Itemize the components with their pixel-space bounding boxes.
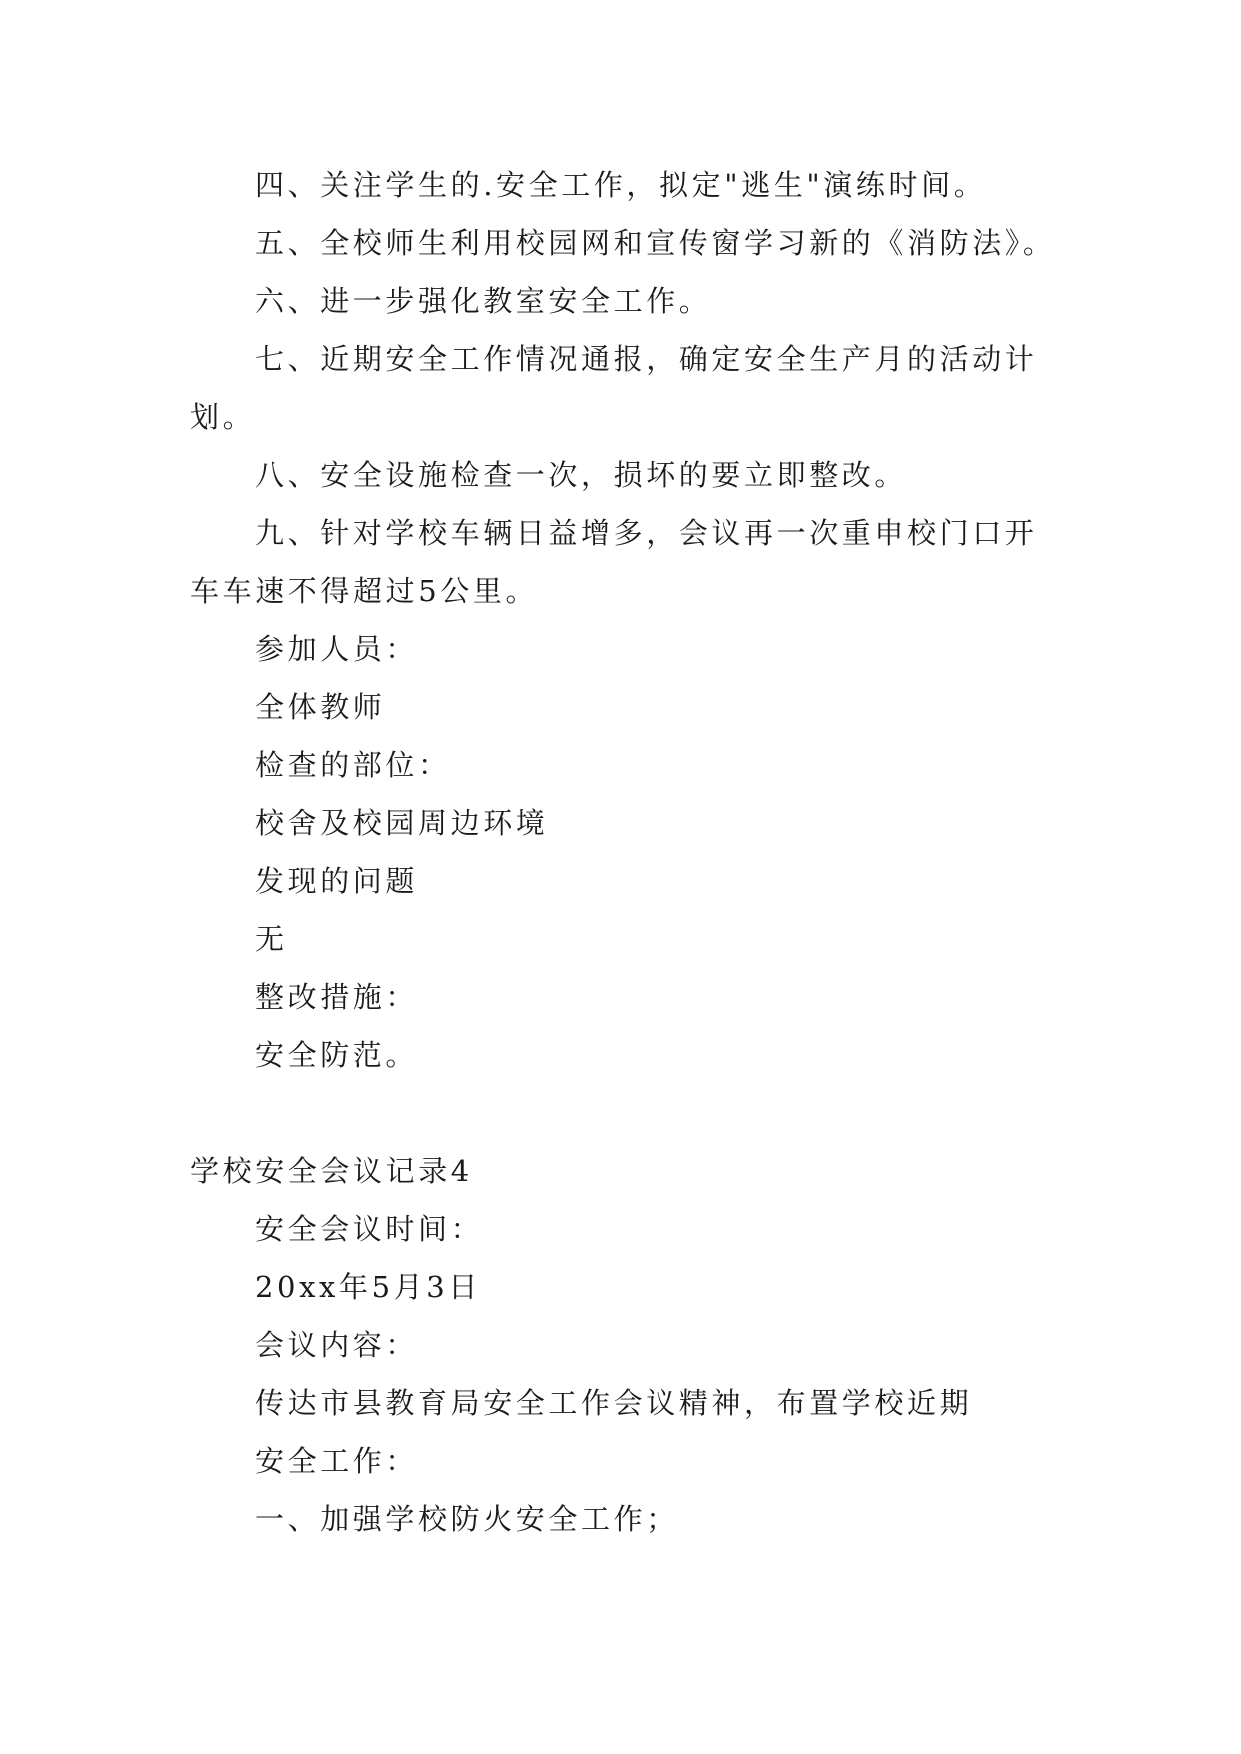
- paragraph-item-7-continued: 划。: [190, 400, 256, 434]
- paragraph-item-6: 六、进一步强化教室安全工作。: [255, 284, 712, 318]
- meeting-content-label: 会议内容：: [255, 1328, 419, 1362]
- attendees-value: 全体教师: [255, 690, 386, 724]
- meeting-time-label: 安全会议时间：: [255, 1212, 484, 1246]
- section-title: 学校安全会议记录4: [190, 1154, 473, 1188]
- meeting-item-1: 一、加强学校防火安全工作；: [255, 1502, 679, 1536]
- issues-found-value: 无: [255, 922, 288, 956]
- inspection-area-value: 校舍及校园周边环境: [255, 806, 549, 840]
- paragraph-item-9: 九、针对学校车辆日益增多，会议再一次重申校门口开: [255, 516, 1038, 550]
- paragraph-item-4: 四、关注学生的.安全工作，拟定"逃生"演练时间。: [255, 168, 987, 202]
- issues-found-label: 发现的问题: [255, 864, 419, 898]
- paragraph-item-7: 七、近期安全工作情况通报，确定安全生产月的活动计: [255, 342, 1038, 376]
- inspection-area-label: 检查的部位：: [255, 748, 451, 782]
- paragraph-item-9-continued: 车车速不得超过5公里。: [190, 574, 539, 608]
- meeting-content-text-continued: 安全工作：: [255, 1444, 419, 1478]
- meeting-date: 20xx年5月3日: [255, 1270, 481, 1304]
- paragraph-item-8: 八、安全设施检查一次，损坏的要立即整改。: [255, 458, 908, 492]
- attendees-label: 参加人员：: [255, 632, 419, 666]
- meeting-content-text: 传达市县教育局安全工作会议精神，布置学校近期: [255, 1386, 973, 1420]
- rectification-value: 安全防范。: [255, 1038, 419, 1072]
- paragraph-item-5: 五、全校师生利用校园网和宣传窗学习新的《消防法》。: [255, 226, 1056, 260]
- rectification-label: 整改措施：: [255, 980, 419, 1014]
